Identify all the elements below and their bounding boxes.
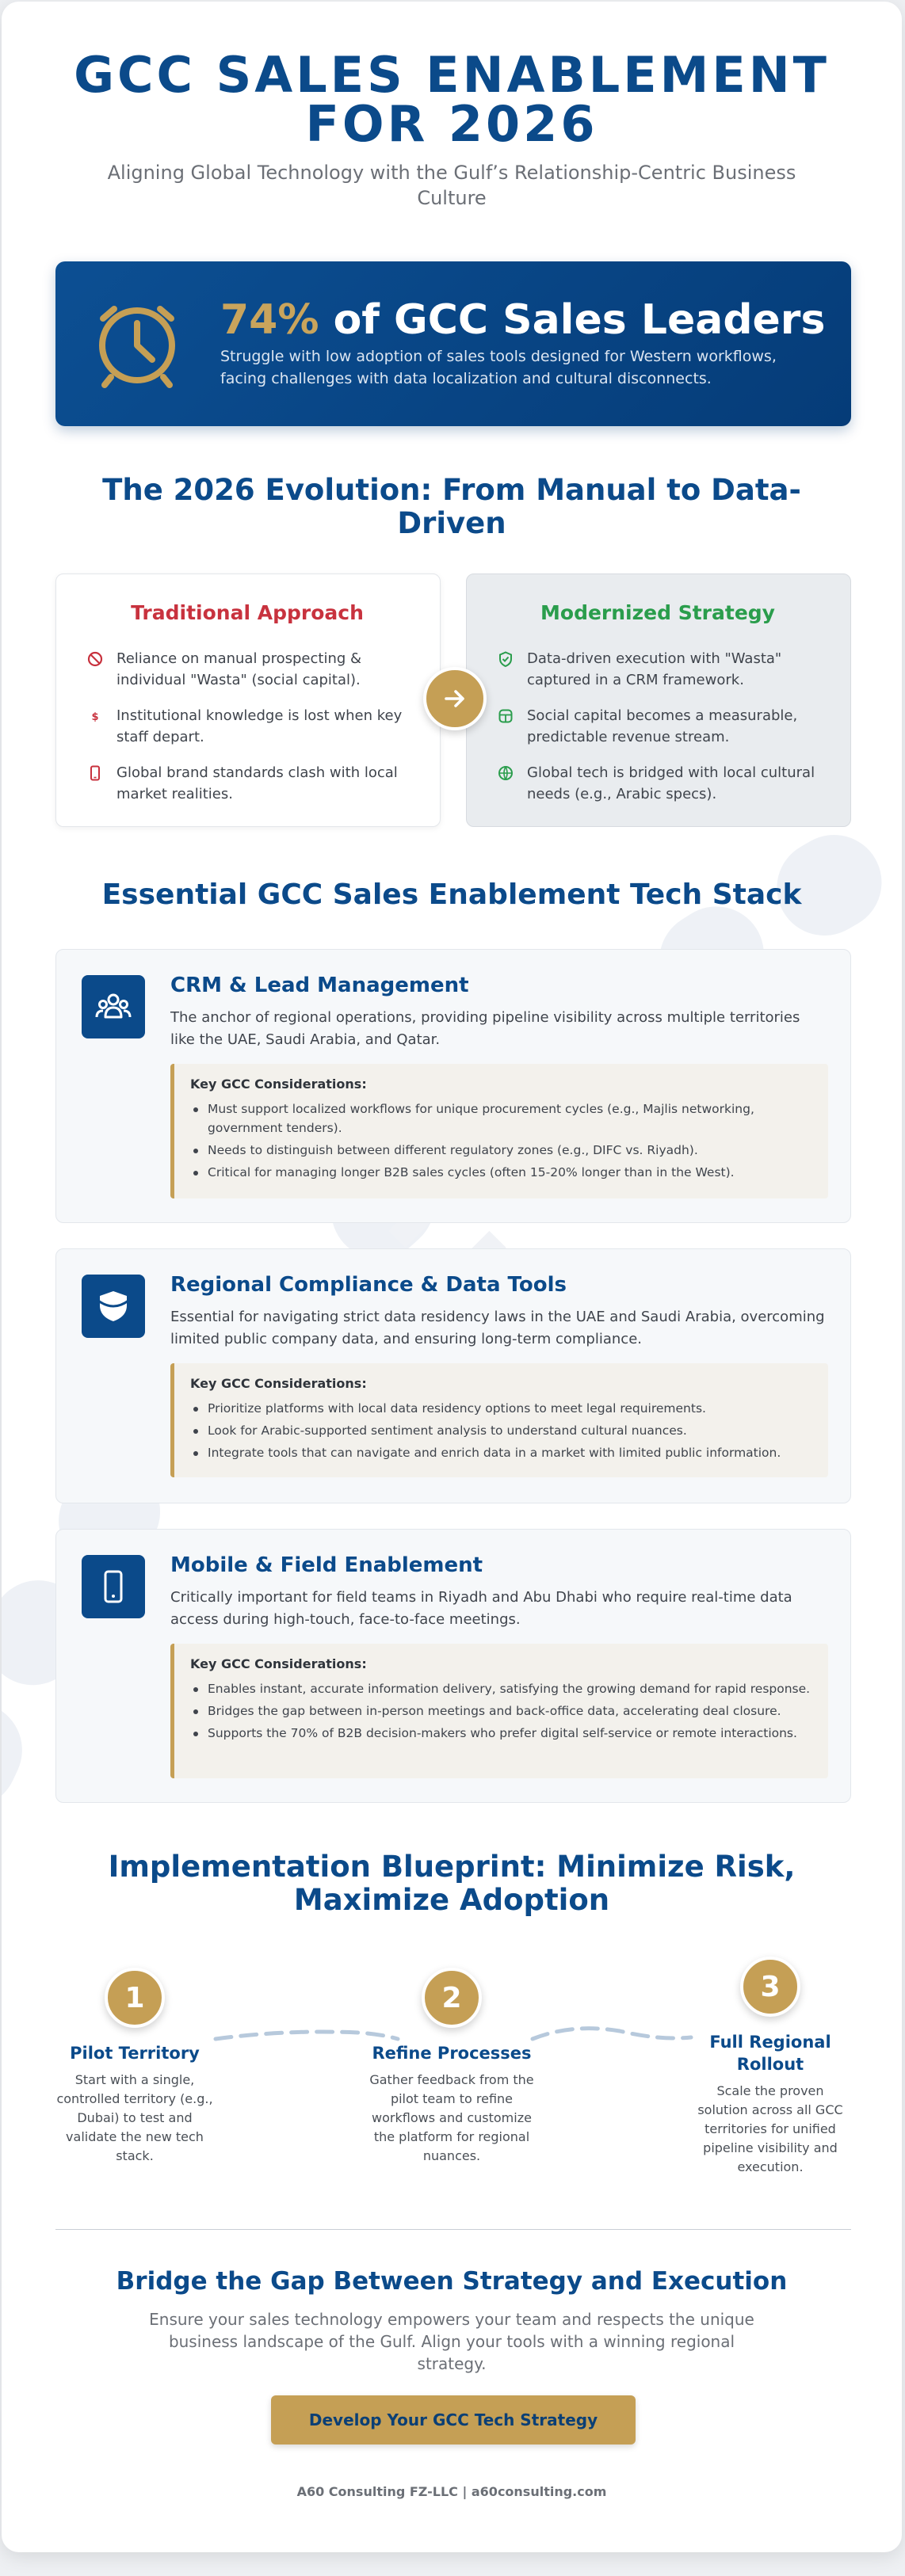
consideration-item: Critical for managing longer B2B sales cycles (often 15-20% longer than in the West). — [190, 1163, 812, 1182]
hero-banner — [55, 261, 851, 426]
stack-card-crm — [55, 949, 851, 1223]
traditional-item-text: Global brand standards clash with local market realities. — [116, 764, 398, 802]
consideration-item: Must support localized workflows for unique procurement cycles (e.g., Majlis networking, government tenders). — [190, 1099, 812, 1137]
considerations-heading: Key GCC Considerations: — [190, 1656, 367, 1671]
traditional-item-text: Reliance on manual prospecting & individual "Wasta" (social capital). — [116, 650, 362, 688]
stack-card-description: Essential for navigating strict data residency laws in the UAE and Saudi Arabia, overcoming limited public company data, and ensuring long-term compliance. — [170, 1309, 825, 1347]
hero-text: Struggle with low adoption of sales tools designed for Western workflows, facing challenges with data localization and cultural disconnects. — [220, 348, 777, 387]
modern-item — [497, 762, 819, 805]
arrow-right-icon — [423, 667, 487, 730]
considerations-heading: Key GCC Considerations: — [190, 1376, 367, 1391]
shield-check-icon — [497, 650, 514, 668]
page-title-line2: FOR 2026 — [305, 95, 598, 153]
step-text: Scale the proven solution across all GCC territories for unified pipeline visibility and execution. — [697, 2083, 843, 2174]
step-number: 2 — [422, 1968, 482, 2028]
develop-strategy-button[interactable]: Develop Your GCC Tech Strategy — [271, 2395, 636, 2445]
consideration-item: Bridges the gap between in-person meetings and back-office data, accelerating deal closure. — [190, 1701, 812, 1721]
traditional-item — [86, 705, 408, 748]
considerations-list — [190, 1099, 812, 1182]
clock-icon — [94, 295, 181, 390]
modern-item-text: Social capital becomes a measurable, predictable revenue stream. — [527, 707, 798, 745]
page-title — [2, 46, 902, 153]
cta-text: Ensure your sales technology empowers your team and respects the unique business landscape of the Gulf. Align your tools with a winning regional strategy. — [149, 2310, 754, 2373]
page-title-line1: GCC SALES ENABLEMENT — [74, 46, 830, 104]
modernized-strategy-title: Modernized Strategy — [540, 601, 775, 624]
step-title: Refine Processes — [372, 2044, 532, 2063]
device-icon — [86, 764, 104, 782]
step-text: Start with a single, controlled territory (e.g., Dubai) to test and validate the new tech stack. — [56, 2072, 213, 2163]
database-icon — [497, 707, 514, 725]
cta-title: Bridge the Gap Between Strategy and Execution — [116, 2267, 788, 2296]
considerations-list — [190, 1399, 812, 1462]
traditional-item — [86, 762, 408, 805]
stack-card-title: Regional Compliance & Data Tools — [170, 1273, 567, 1297]
step-number: 3 — [740, 1957, 800, 2017]
step-title: Full Regional Rollout — [709, 2033, 831, 2074]
modern-item-text: Global tech is bridged with local cultural needs (e.g., Arabic specs). — [527, 764, 815, 802]
modern-item — [497, 705, 819, 748]
section-divider — [55, 2229, 851, 2230]
blueprint-title: Implementation Blueprint: Minimize Risk, Maximize Adoption — [108, 1850, 796, 1917]
mobile-icon — [82, 1555, 145, 1618]
step-text: Gather feedback from the pilot team to refine workflows and customize the platform for regional nuances. — [369, 2072, 534, 2163]
consideration-item: Look for Arabic-supported sentiment analysis to understand cultural nuances. — [190, 1421, 812, 1440]
considerations-list — [190, 1679, 812, 1743]
traditional-item — [86, 648, 408, 691]
ban-icon — [86, 650, 104, 668]
hero-headline-text: of GCC Sales Leaders — [319, 296, 826, 344]
considerations-heading: Key GCC Considerations: — [190, 1077, 367, 1092]
considerations-box — [170, 1064, 828, 1198]
consideration-item: Needs to distinguish between different regulatory zones (e.g., DIFC vs. Riyadh). — [190, 1141, 812, 1160]
globe-icon — [497, 764, 514, 782]
evolution-title: The 2026 Evolution: From Manual to Data-Driven — [102, 473, 801, 540]
page — [2, 2, 902, 2552]
traditional-item-text: Institutional knowledge is lost when key staff depart. — [116, 707, 403, 745]
considerations-box — [170, 1644, 828, 1778]
stack-card-description: The anchor of regional operations, providing pipeline visibility across multiple territories like the UAE, Saudi Arabia, and Qatar. — [170, 1009, 800, 1048]
footer-text: A60 Consulting FZ-LLC | a60consulting.com — [296, 2484, 607, 2499]
consideration-item: Enables instant, accurate information delivery, satisfying the growing demand for rapid response. — [190, 1679, 812, 1698]
step-number: 1 — [105, 1968, 165, 2028]
stack-card-compliance — [55, 1248, 851, 1503]
page-subtitle: Aligning Global Technology with the Gulf’s Relationship-Centric Business Culture — [107, 162, 796, 209]
users-icon — [82, 975, 145, 1038]
consideration-item: Supports the 70% of B2B decision-makers who prefer digital self-service or remote interactions. — [190, 1724, 812, 1743]
hero-stat: 74% — [220, 296, 319, 344]
modern-item-text: Data-driven execution with "Wasta" captured in a CRM framework. — [527, 650, 782, 688]
stack-card-description: Critically important for field teams in Riyadh and Abu Dhabi who require real-time data access during high-touch, face-to-face meetings. — [170, 1589, 792, 1628]
traditional-approach-card — [55, 574, 441, 827]
step-title: Pilot Territory — [70, 2044, 200, 2063]
shield-icon — [82, 1275, 145, 1338]
money-icon — [86, 707, 104, 725]
consideration-item: Integrate tools that can navigate and enrich data in a market with limited public information. — [190, 1443, 812, 1462]
svg-text:$: $ — [91, 711, 99, 723]
modern-item — [497, 648, 819, 691]
tech-stack-title: Essential GCC Sales Enablement Tech Stack — [101, 878, 802, 911]
modernized-strategy-card — [466, 574, 851, 827]
stack-card-title: CRM & Lead Management — [170, 974, 469, 997]
stack-card-title: Mobile & Field Enablement — [170, 1553, 483, 1577]
considerations-box — [170, 1363, 828, 1477]
traditional-approach-title: Traditional Approach — [131, 601, 364, 624]
stack-card-mobile — [55, 1529, 851, 1803]
hero-headline — [220, 296, 825, 344]
consideration-item: Prioritize platforms with local data residency options to meet legal requirements. — [190, 1399, 812, 1418]
